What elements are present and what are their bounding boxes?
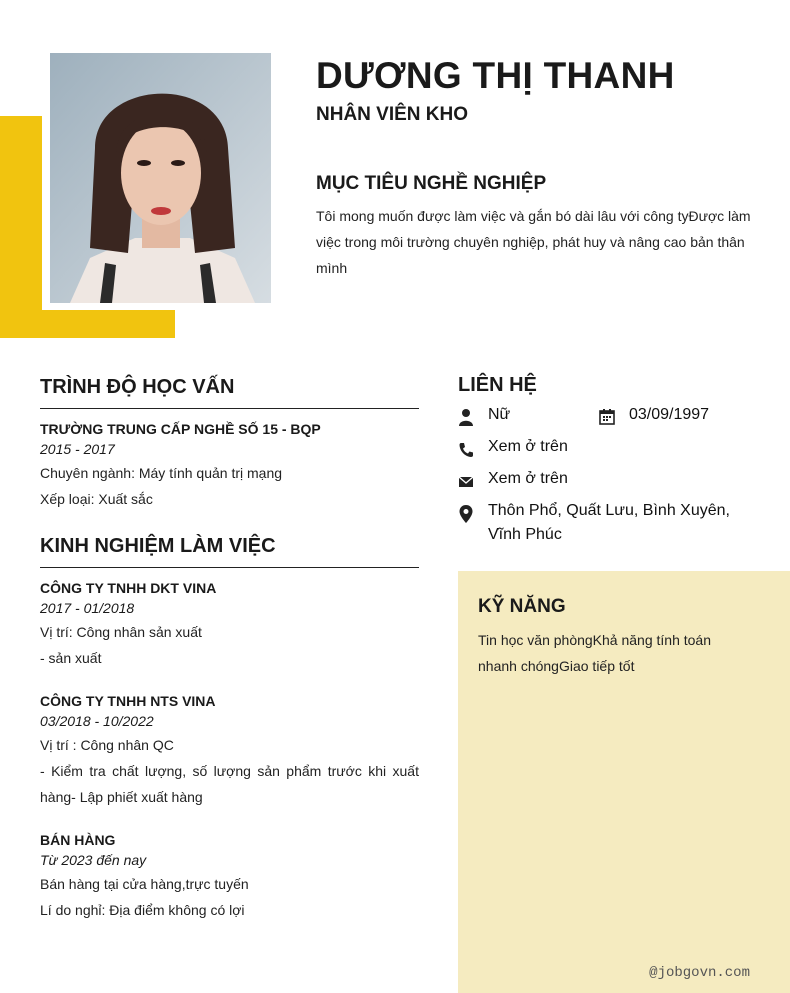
education-major: Chuyên ngành: Máy tính quản trị mạng — [40, 465, 283, 481]
experience-detail: Vị trí: Công nhân sản xuất — [40, 624, 202, 640]
experience-period: 03/2018 - 10/2022 — [40, 713, 154, 729]
birthday-value: 03/09/1997 — [629, 406, 710, 423]
experience-company: CÔNG TY TNHH DKT VINA — [40, 580, 217, 596]
accent-block-horizontal — [0, 310, 175, 338]
experience-entry — [40, 693, 419, 810]
person-icon — [458, 408, 474, 426]
objective-heading: MỤC TIÊU NGHỀ NGHIỆP — [316, 173, 547, 194]
address-value: Thôn Phổ, Quất Lưu, Bình Xuyên, Vĩnh Phúc — [488, 502, 730, 543]
objective-text: Tôi mong muốn được làm việc và gắn bó dài lâu với công tyĐược làm việc trong môi trường chuyên nghiệp, phát huy và nâng cao bản thân mình — [316, 208, 751, 276]
experience-heading: KINH NGHIỆM LÀM VIỆC — [40, 535, 276, 557]
experience-entry — [40, 832, 419, 923]
education-school: TRƯỜNG TRUNG CẤP NGHỀ SỐ 15 - BQP — [40, 421, 321, 437]
experience-entry — [40, 580, 419, 671]
candidate-name: DƯƠNG THỊ THANH — [316, 55, 675, 96]
education-heading: TRÌNH ĐỘ HỌC VẤN — [40, 376, 235, 398]
contact-address — [458, 502, 748, 547]
experience-company: BÁN HÀNG — [40, 832, 116, 848]
contact-birthday — [599, 406, 709, 426]
skills-text: Tin học văn phòngKhả năng tính toán nhanh chóngGiao tiếp tốt — [478, 632, 711, 674]
watermark: @jobgovn.com — [649, 965, 750, 981]
experience-period: 2017 - 01/2018 — [40, 600, 135, 616]
experience-detail: - sản xuất — [40, 650, 102, 666]
contact-gender — [458, 406, 510, 426]
experience-period: Từ 2023 đến nay — [40, 852, 147, 868]
gender-value: Nữ — [488, 406, 511, 423]
email-value: Xem ở trên — [488, 470, 568, 487]
job-title: NHÂN VIÊN KHO — [316, 104, 469, 125]
skills-panel — [458, 571, 790, 993]
education-grade: Xếp loại: Xuất sắc — [40, 491, 153, 507]
contact-email — [458, 470, 568, 490]
location-pin-icon — [458, 504, 474, 522]
experience-divider — [40, 567, 419, 568]
experience-detail: - Kiểm tra chất lượng, số lượng sản phẩm trước khi xuất hàng- Lập phiết xuất hàng — [40, 763, 419, 805]
contact-heading: LIÊN HỆ — [458, 374, 537, 396]
skills-heading: KỸ NĂNG — [478, 596, 566, 617]
mail-icon — [458, 472, 474, 490]
phone-value: Xem ở trên — [488, 438, 568, 455]
calendar-icon — [599, 408, 615, 426]
education-divider — [40, 408, 419, 409]
phone-icon — [458, 440, 474, 458]
profile-photo — [50, 53, 271, 303]
accent-block-vertical — [0, 116, 42, 338]
education-entry — [40, 421, 419, 512]
experience-detail: Bán hàng tại cửa hàng,trực tuyến — [40, 876, 249, 892]
contact-phone — [458, 438, 568, 458]
experience-detail: Lí do nghỉ: Địa điểm không có lợi — [40, 902, 245, 918]
experience-detail: Vị trí : Công nhân QC — [40, 737, 174, 753]
education-period: 2015 - 2017 — [40, 441, 115, 457]
experience-company: CÔNG TY TNHH NTS VINA — [40, 693, 216, 709]
